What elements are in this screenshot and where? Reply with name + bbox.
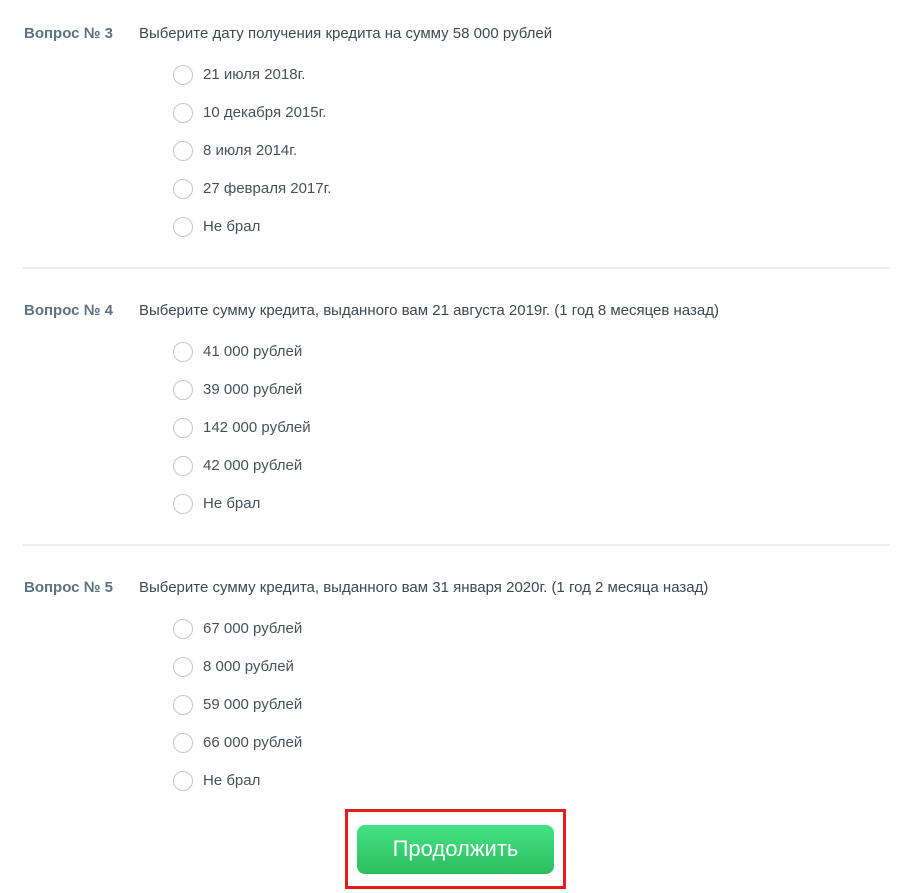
question-number: Вопрос № 3: [24, 25, 113, 42]
question-number: Вопрос № 5: [24, 579, 113, 596]
options-group: [173, 64, 911, 237]
radio-button[interactable]: [173, 380, 193, 400]
radio-button[interactable]: [173, 65, 193, 85]
option-row[interactable]: [173, 64, 911, 85]
option-label: 27 февраля 2017г.: [203, 180, 332, 197]
radio-button[interactable]: [173, 141, 193, 161]
option-row[interactable]: [173, 656, 911, 677]
radio-button[interactable]: [173, 695, 193, 715]
option-label: 8 000 рублей: [203, 658, 294, 675]
radio-button[interactable]: [173, 619, 193, 639]
radio-button[interactable]: [173, 456, 193, 476]
highlight-annotation: [345, 809, 566, 889]
option-row[interactable]: [173, 417, 911, 438]
option-row[interactable]: [173, 178, 911, 199]
option-row[interactable]: [173, 379, 911, 400]
radio-button[interactable]: [173, 657, 193, 677]
section-divider: [23, 267, 890, 269]
radio-button[interactable]: [173, 494, 193, 514]
options-group: [173, 618, 911, 791]
option-label: 67 000 рублей: [203, 620, 303, 637]
option-row[interactable]: [173, 140, 911, 161]
option-label: 21 июля 2018г.: [203, 66, 306, 83]
option-row[interactable]: [173, 216, 911, 237]
radio-button[interactable]: [173, 418, 193, 438]
radio-button[interactable]: [173, 103, 193, 123]
radio-button[interactable]: [173, 342, 193, 362]
option-label: 41 000 рублей: [203, 343, 303, 360]
option-label: Не брал: [203, 772, 261, 789]
option-row[interactable]: [173, 455, 911, 476]
options-group: [173, 341, 911, 514]
continue-button[interactable]: Продолжить: [357, 825, 554, 874]
option-label: 8 июля 2014г.: [203, 142, 298, 159]
option-row[interactable]: [173, 694, 911, 715]
option-label: Не брал: [203, 218, 261, 235]
option-label: 39 000 рублей: [203, 381, 303, 398]
option-label: 142 000 рублей: [203, 419, 311, 436]
option-row[interactable]: [173, 732, 911, 753]
radio-button[interactable]: [173, 217, 193, 237]
option-row[interactable]: [173, 618, 911, 639]
question-number: Вопрос № 4: [24, 302, 113, 319]
option-label: Не брал: [203, 495, 261, 512]
question-block-3: [0, 25, 911, 237]
option-label: 59 000 рублей: [203, 696, 303, 713]
option-row[interactable]: [173, 102, 911, 123]
question-text: Выберите сумму кредита, выданного вам 21 августа 2019г. (1 год 8 месяцев назад): [139, 302, 719, 319]
radio-button[interactable]: [173, 179, 193, 199]
option-row[interactable]: [173, 770, 911, 791]
option-label: 66 000 рублей: [203, 734, 303, 751]
option-row[interactable]: [173, 341, 911, 362]
section-divider: [23, 544, 890, 546]
question-block-4: [0, 302, 911, 514]
option-label: 10 декабря 2015г.: [203, 104, 327, 121]
option-label: 42 000 рублей: [203, 457, 303, 474]
radio-button[interactable]: [173, 733, 193, 753]
question-text: Выберите сумму кредита, выданного вам 31 января 2020г. (1 год 2 месяца назад): [139, 579, 709, 596]
option-row[interactable]: [173, 493, 911, 514]
radio-button[interactable]: [173, 771, 193, 791]
question-block-5: [0, 579, 911, 791]
question-text: Выберите дату получения кредита на сумму 58 000 рублей: [139, 25, 553, 42]
